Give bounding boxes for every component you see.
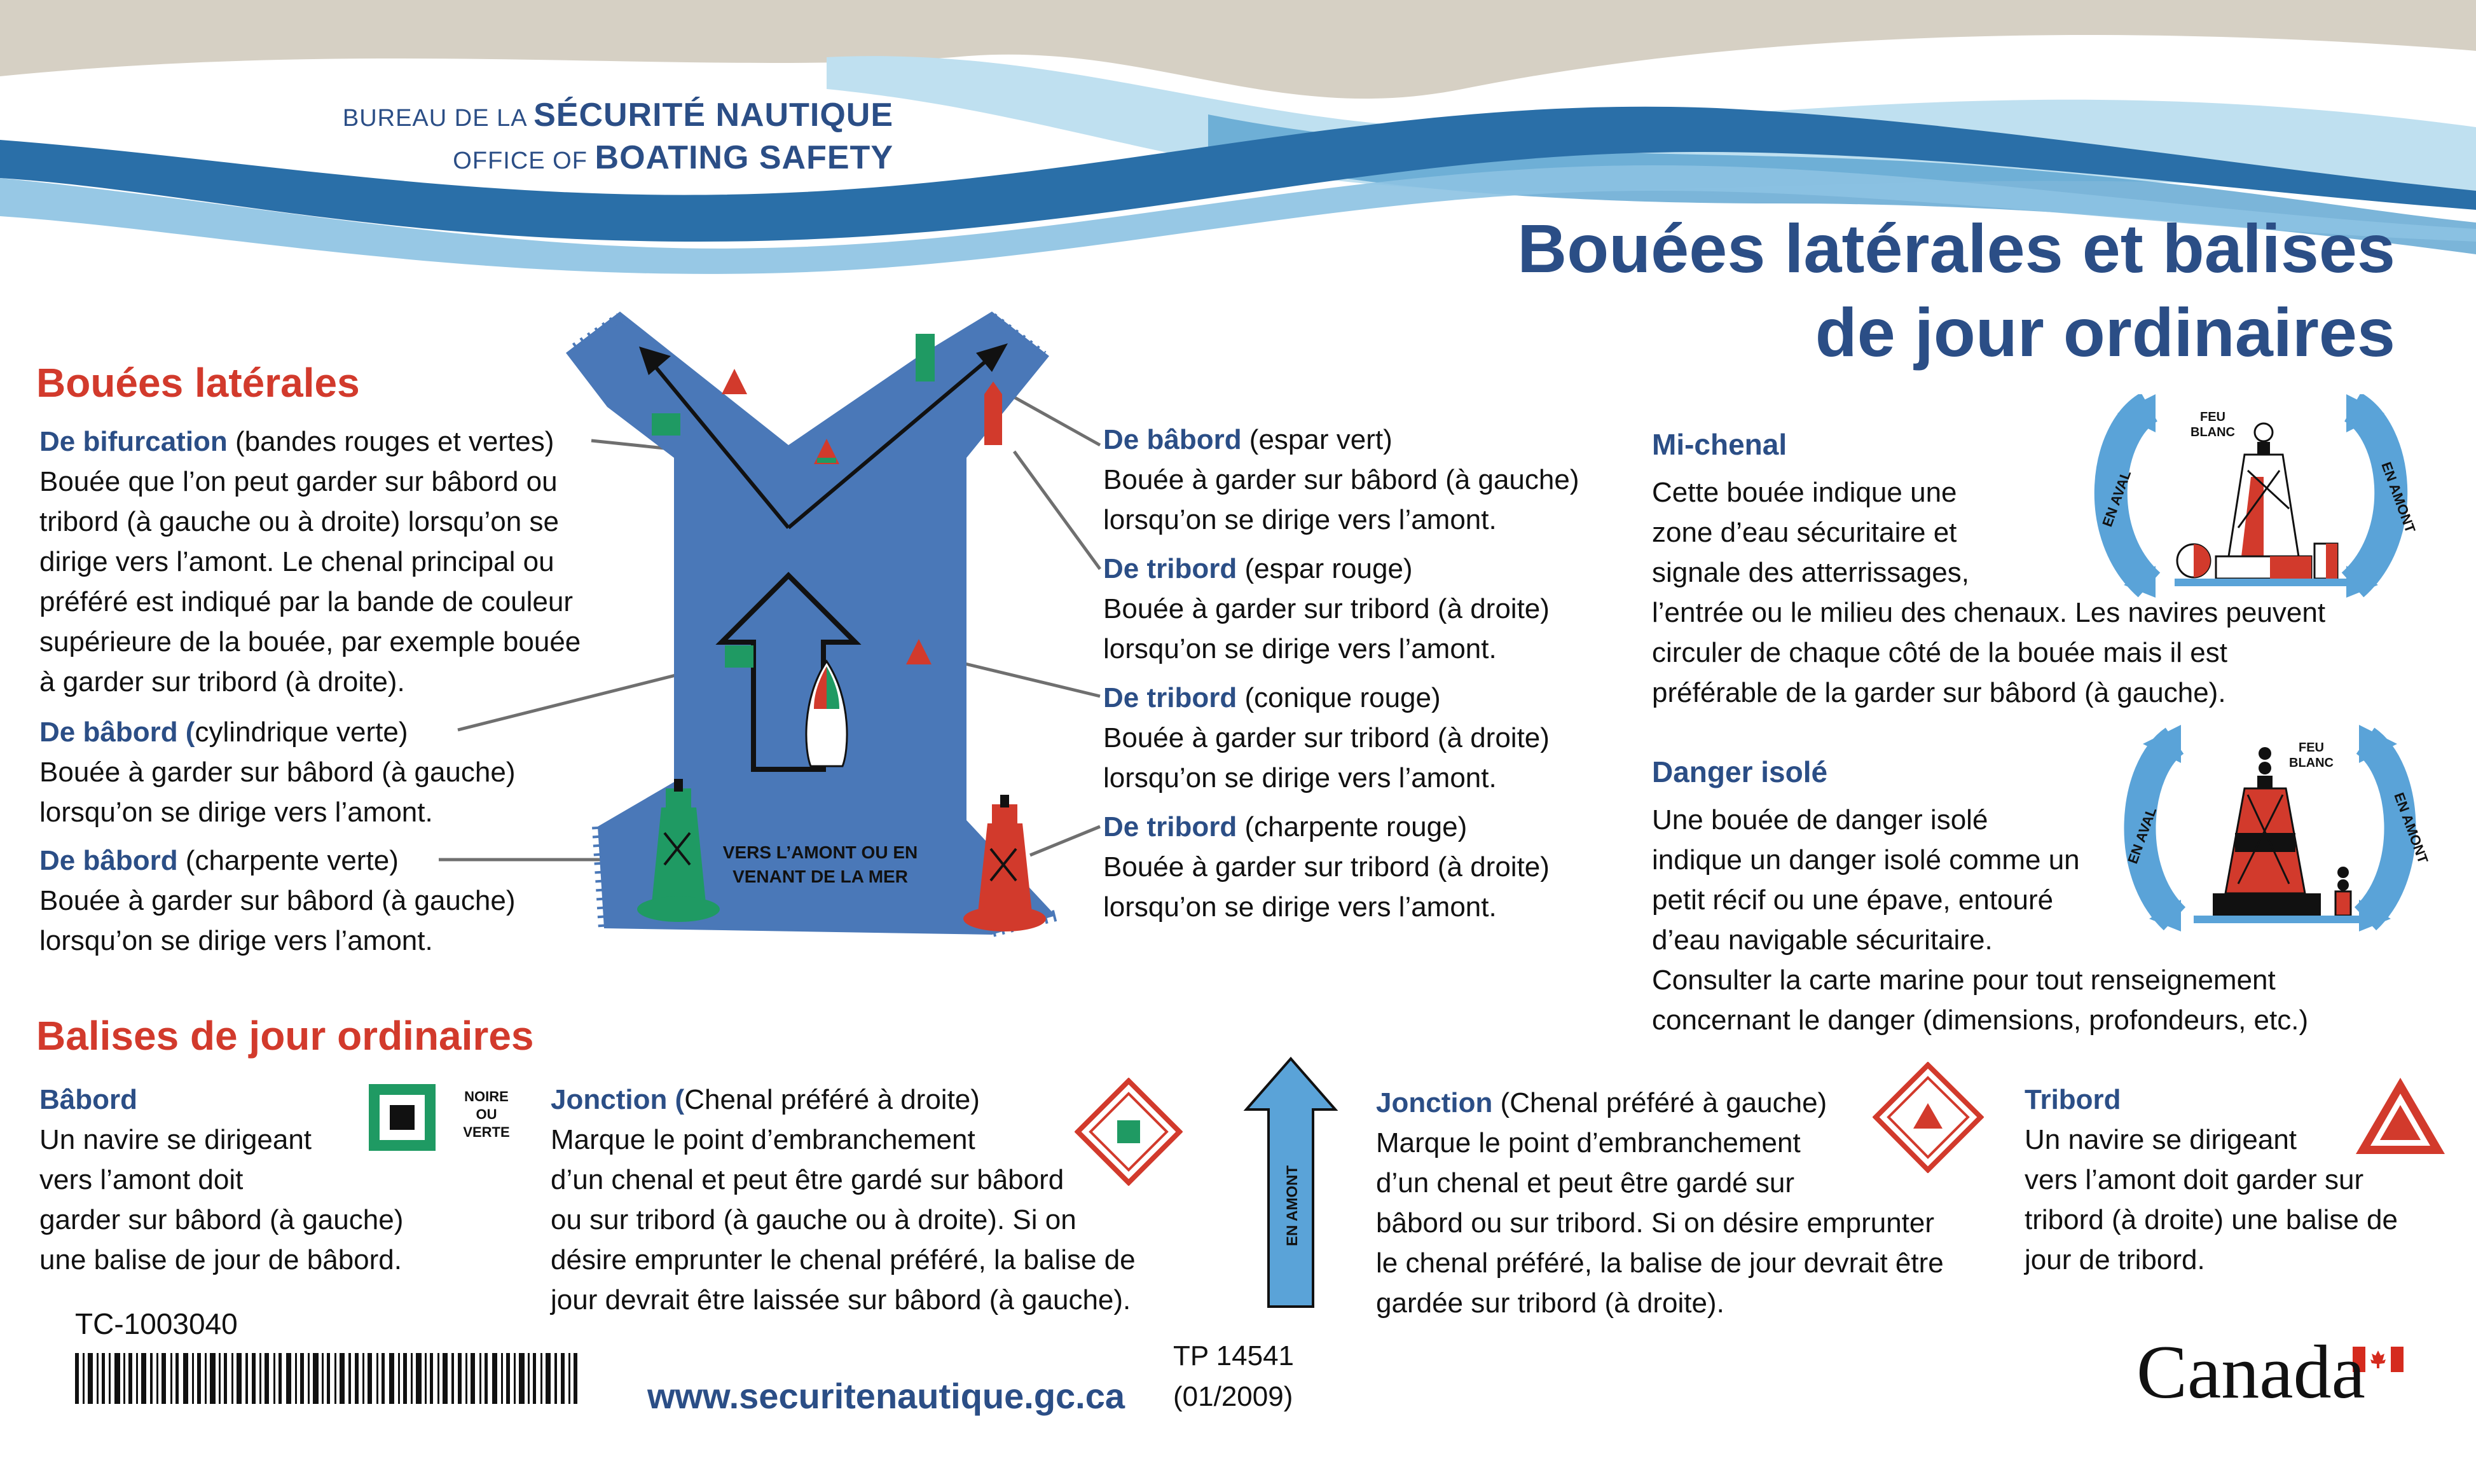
port-spar-line: Bouée à garder sur bâbord (à gauche) (1103, 464, 1579, 495)
starboard-daybeacon-line: Un navire se dirigeant (2025, 1124, 2297, 1155)
isolated-downstream-label: EN AVAL (2124, 805, 2160, 866)
junction-right-name: Jonction ( (551, 1084, 685, 1115)
port-lattice-line: lorsqu’on se dirige vers l’amont. (39, 925, 433, 956)
junction-right-line: d’un chenal et peut être gardé sur bâbord (551, 1164, 1064, 1195)
port-color-2: OU (476, 1106, 497, 1122)
port-daybeacon-sign (366, 1081, 525, 1157)
isolated-line: concernant le danger (dimensions, profondeurs, etc.) (1652, 1005, 2309, 1036)
lateral-heading: Bouées latérales (36, 360, 360, 406)
isolated-line: Une bouée de danger isolé (1652, 804, 1988, 835)
midchannel-line: zone d’eau sécuritaire et (1652, 517, 1957, 548)
stbd-conical-line: lorsqu’on se dirige vers l’amont. (1103, 762, 1497, 794)
midchannel-line: signale des atterrissages, (1652, 557, 1969, 588)
upstream-arrow (1243, 1055, 1338, 1310)
junction-left-line: bâbord ou sur tribord. Si on désire emprunter (1376, 1207, 1935, 1239)
starboard-daybeacon-line: tribord (à droite) une balise de (2025, 1204, 2398, 1235)
isolated-light-2: BLANC (2289, 756, 2334, 770)
port-spar-line: lorsqu’on se dirige vers l’amont. (1103, 504, 1497, 535)
bifurcation-line: préféré est indiqué par la bande de couleur (39, 586, 574, 617)
website-link[interactable]: www.securitenautique.gc.ca (647, 1376, 1125, 1416)
stbd-lattice-line: lorsqu’on se dirige vers l’amont. (1103, 891, 1497, 923)
junction-left-line: le chenal préféré, la balise de jour devrait être (1376, 1247, 1944, 1279)
starboard-daybeacon-line: jour de tribord. (2025, 1244, 2205, 1275)
upstream-arrow-label: EN AMONT (1284, 1165, 1301, 1246)
port-daybeacon-line: vers l’amont doit (39, 1164, 244, 1195)
bifurcation-line: Bouée que l’on peut garder sur bâbord ou (39, 466, 558, 497)
title-line-1: Bouées latérales et balises (1517, 210, 2395, 287)
bifurcation-name: De bifurcation (39, 426, 228, 457)
midchannel-light-1: FEU (2200, 410, 2225, 424)
port-daybeacon-line: Un navire se dirigeant (39, 1124, 312, 1155)
bifurcation-line: supérieure de la bouée, par exemple bouée (39, 626, 581, 657)
midchannel-buoy-figure (2060, 394, 2442, 598)
port-spar-block (1103, 420, 1675, 540)
starboard-daybeacon-sign (2353, 1075, 2448, 1157)
midchannel-line: circuler de chaque côté de la bouée mais il est (1652, 637, 2227, 668)
stbd-conical-detail: (conique rouge) (1237, 682, 1441, 713)
junction-left-name: Jonction (1376, 1087, 1493, 1118)
midchannel-line: Cette bouée indique une (1652, 477, 1957, 508)
bifurcation-line: tribord (à gauche ou à droite) lorsqu’on se (39, 506, 559, 537)
org-en-prefix: OFFICE OF (453, 148, 588, 174)
tp-number: TP 14541 (1173, 1340, 1295, 1371)
stbd-spar-line: Bouée à garder sur tribord (à droite) (1103, 593, 1550, 624)
junction-right-detail: Chenal préféré à droite) (684, 1084, 980, 1115)
port-spar-name: De bâbord (1103, 424, 1242, 455)
starboard-daybeacon-line: vers l’amont doit garder sur (2025, 1164, 2364, 1195)
bifurcation-detail: (bandes rouges et vertes) (227, 426, 554, 457)
port-color-3: VERTE (463, 1124, 510, 1140)
stbd-spar-block (1103, 549, 1675, 669)
port-can-detail: cylindrique verte) (195, 717, 408, 748)
org-en-name: BOATING SAFETY (595, 139, 893, 176)
diagram-label-1: VERS L’AMONT OU EN (722, 842, 918, 862)
isolated-line: d’eau navigable sécuritaire. (1652, 924, 1993, 956)
junction-left-detail: (Chenal préféré à gauche) (1492, 1087, 1827, 1118)
midchannel-light-2: BLANC (2191, 425, 2235, 439)
isolated-upstream-label: EN AMONT (2391, 790, 2431, 866)
bifurcation-line: dirige vers l’amont. Le chenal principal ou (39, 546, 554, 577)
footer-code: TC-1003040 (75, 1307, 238, 1340)
midchannel-heading: Mi-chenal (1652, 428, 1787, 461)
stbd-lattice-detail: (charpente rouge) (1237, 811, 1468, 842)
junction-left-line: Marque le point d’embranchement (1376, 1127, 1801, 1158)
junction-left-line: gardée sur tribord (à droite). (1376, 1288, 1724, 1319)
isolated-line: indique un danger isolé comme un (1652, 844, 2080, 876)
starboard-daybeacon-name: Tribord (2025, 1084, 2121, 1115)
port-lattice-name: De bâbord (39, 845, 178, 876)
midchannel-upstream-label: EN AMONT (2378, 460, 2419, 535)
port-daybeacon-name: Bâbord (39, 1084, 137, 1115)
port-lattice-line: Bouée à garder sur bâbord (à gauche) (39, 885, 516, 916)
midchannel-line: préférable de la garder sur bâbord (à gauche). (1652, 677, 2226, 708)
port-can-line: lorsqu’on se dirige vers l’amont. (39, 797, 433, 828)
junction-right-line: désire emprunter le chenal préféré, la balise de (551, 1244, 1136, 1275)
title-line-2: de jour ordinaires (1815, 294, 2395, 371)
port-can-line: Bouée à garder sur bâbord (à gauche) (39, 757, 516, 788)
stbd-conical-block (1103, 678, 1675, 798)
port-color-1: NOIRE (464, 1089, 509, 1104)
stbd-spar-name: De tribord (1103, 553, 1237, 584)
stbd-spar-line: lorsqu’on se dirige vers l’amont. (1103, 633, 1497, 664)
bifurcation-line: à garder sur tribord (à droite). (39, 666, 405, 697)
barcode (75, 1353, 577, 1404)
channel-water (566, 312, 1056, 935)
stbd-lattice-block (1103, 807, 1675, 927)
stbd-spar-detail: (espar rouge) (1237, 553, 1413, 584)
stbd-lattice-name: De tribord (1103, 811, 1237, 842)
junction-left-sign (1873, 1062, 1984, 1173)
stbd-conical-name: De tribord (1103, 682, 1237, 713)
isolated-line: Consulter la carte marine pour tout renseignement (1652, 965, 2276, 996)
port-daybeacon-line: une balise de jour de bâbord. (39, 1244, 402, 1275)
diagram-label-2: VENANT DE LA MER (732, 867, 908, 886)
junction-right-line: jour devrait être laissée sur bâbord (à gauche). (551, 1284, 1131, 1316)
canada-wordmark (2136, 1329, 2404, 1414)
port-can-name: De bâbord ( (39, 717, 195, 748)
midchannel-line: l’entrée ou le milieu des chenaux. Les navires peuvent (1652, 597, 2326, 628)
isolated-light-1: FEU (2299, 741, 2324, 755)
port-lattice-detail: (charpente verte) (177, 845, 399, 876)
stbd-conical-line: Bouée à garder sur tribord (à droite) (1103, 722, 1550, 753)
org-fr-name: SÉCURITÉ NAUTIQUE (533, 97, 893, 134)
midchannel-downstream-label: EN AVAL (2099, 468, 2135, 529)
canada-word: Canada (2136, 1329, 2365, 1414)
isolated-heading: Danger isolé (1652, 755, 1828, 788)
org-fr-prefix: BUREAU DE LA (342, 105, 526, 132)
daybeacons-heading: Balises de jour ordinaires (36, 1013, 534, 1059)
junction-left-line: d’un chenal et peut être gardé sur (1376, 1167, 1795, 1199)
isolated-line: petit récif ou une épave, entouré (1652, 884, 2054, 916)
publication-date: (01/2009) (1173, 1381, 1293, 1412)
stbd-lattice-line: Bouée à garder sur tribord (à droite) (1103, 851, 1550, 883)
port-spar-detail: (espar vert) (1241, 424, 1393, 455)
isolated-buoy-figure (2098, 725, 2448, 935)
junction-right-line: Marque le point d’embranchement (551, 1124, 975, 1155)
port-daybeacon-line: garder sur bâbord (à gauche) (39, 1204, 404, 1235)
junction-right-sign (1075, 1078, 1183, 1186)
junction-right-line: ou sur tribord (à gauche ou à droite). Si on (551, 1204, 1076, 1235)
